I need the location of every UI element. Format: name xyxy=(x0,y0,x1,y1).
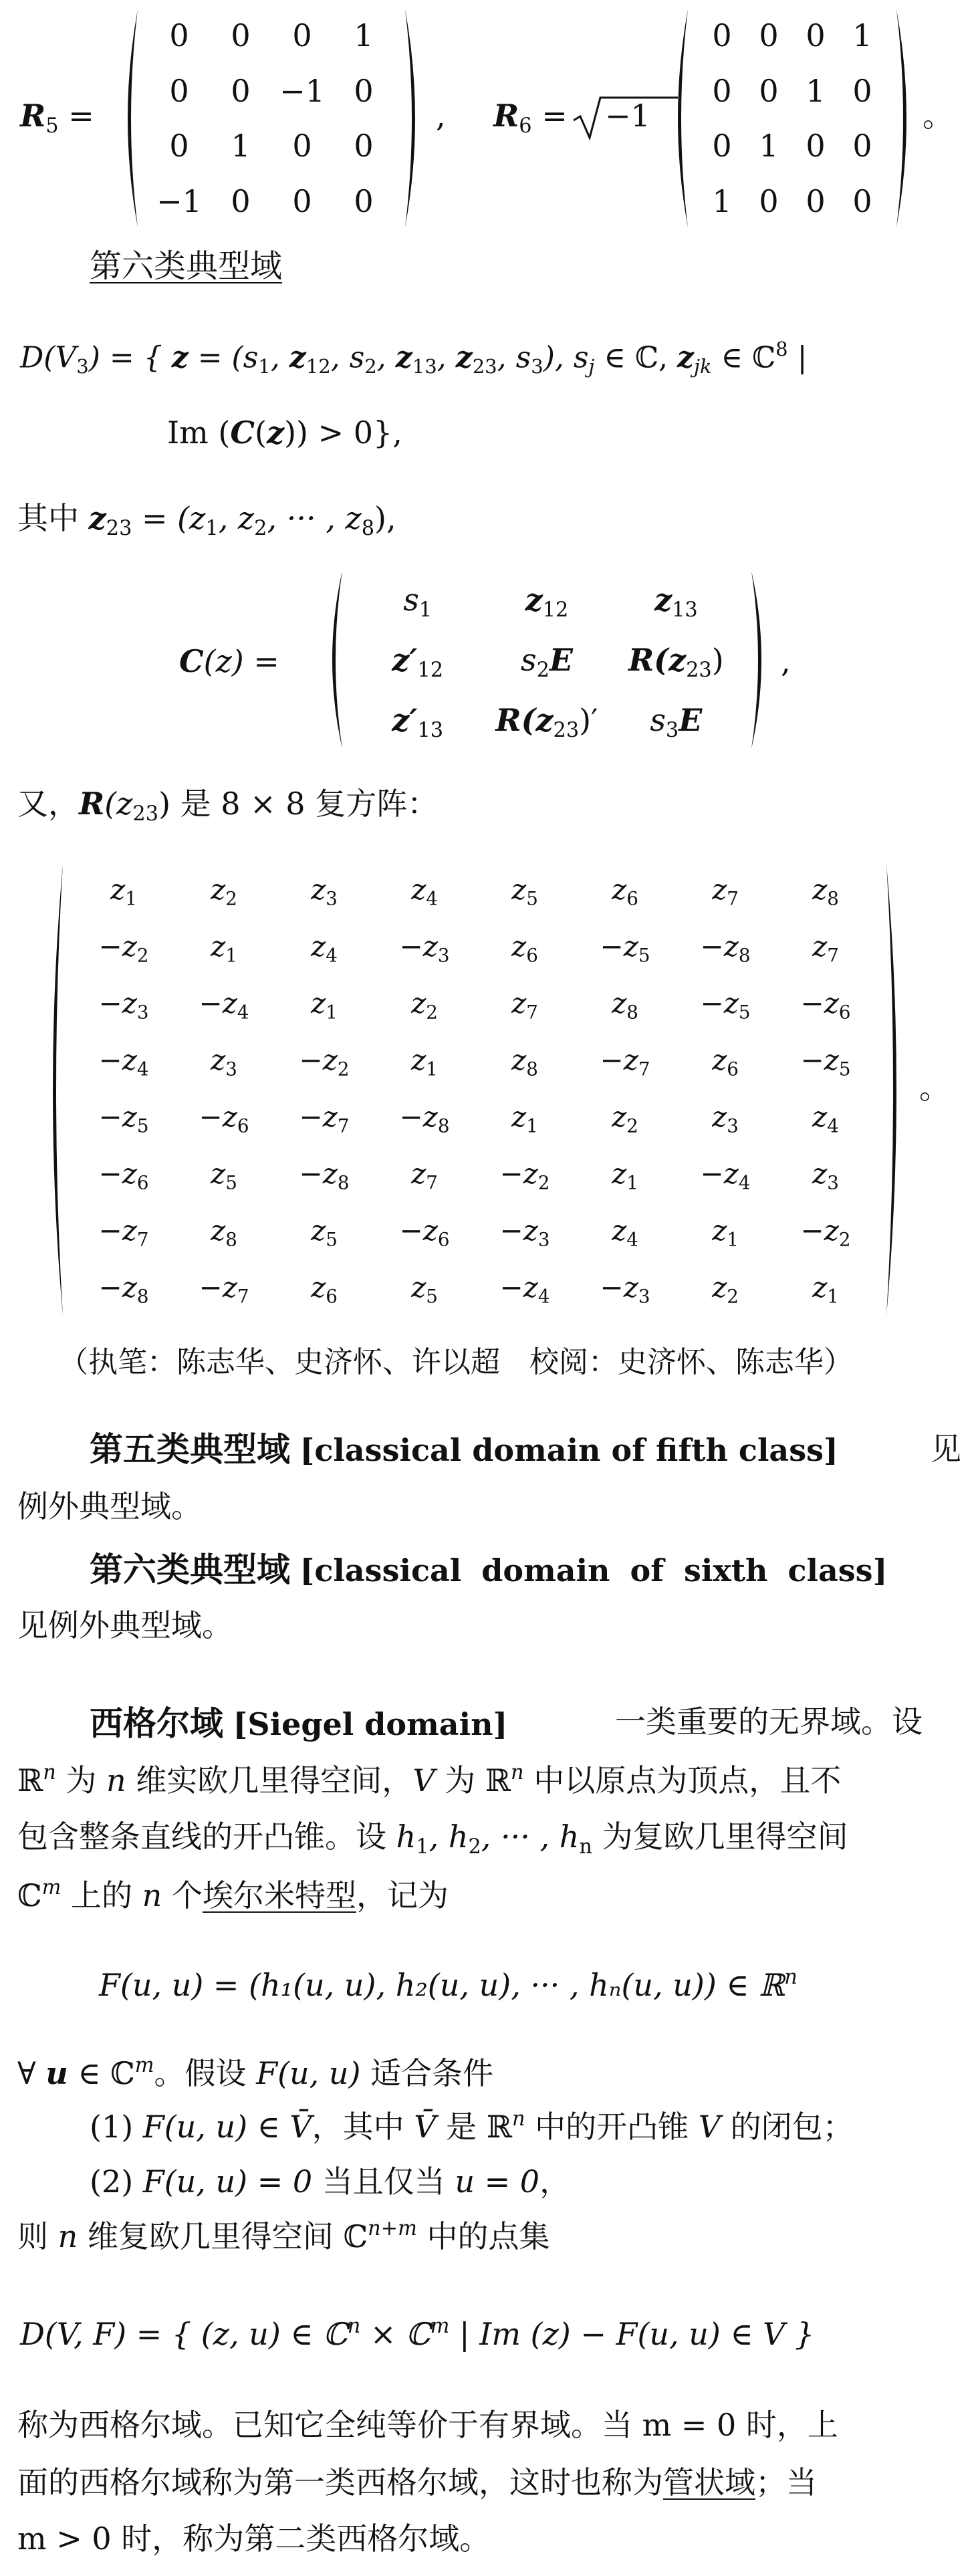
matrix-cell: $-z_7$ xyxy=(199,1270,249,1307)
cz-lhs: C(z) = xyxy=(179,643,279,679)
entry-sixth-line1 xyxy=(90,1550,887,1590)
matrix-cell: $z_2$ xyxy=(712,1270,739,1307)
siegel-english: [Siegel domain] xyxy=(233,1706,508,1742)
right-parenthesis xyxy=(747,570,774,750)
matrix-cell: $-z_3$ xyxy=(98,986,149,1023)
matrix-cell: $z_4$ xyxy=(411,872,438,909)
matrix-cell: $-z_6$ xyxy=(98,1157,149,1193)
r5-matrix xyxy=(115,8,428,229)
matrix-cell: $-z_2$ xyxy=(299,1043,350,1080)
matrix-cell: $z_2$ xyxy=(612,1100,638,1137)
matrix-cell: $-z_2$ xyxy=(98,929,149,966)
matrix-cell: $z_2$ xyxy=(211,872,237,909)
sixth-domain-heading: 第六类典型域 xyxy=(90,247,283,285)
matrix-cell: $z_1$ xyxy=(311,986,338,1023)
left-parenthesis xyxy=(115,8,142,229)
entry-fifth-english: [classical domain of fifth class] xyxy=(299,1432,838,1468)
matrix-cell: $z_6$ xyxy=(712,1043,739,1080)
matrix-cell: $z_8$ xyxy=(211,1213,237,1250)
matrix-cell: 0 xyxy=(292,183,312,219)
matrix-cell: 0 xyxy=(169,17,189,54)
r5-comma: , xyxy=(436,98,446,134)
right-parenthesis xyxy=(882,862,909,1317)
matrix-cell: 0 xyxy=(354,128,374,164)
where-line: 其中 $z_{23} = (z_1$, $z_2$, ··· , $z_8$), xyxy=(17,500,396,541)
matrix-cell: $-z_8$ xyxy=(399,1100,450,1137)
siegel-line5: ∀ u ∈ ℂ$^m$。假设 F(u, u) 适合条件 xyxy=(17,2054,494,2092)
matrix-cell: 1 xyxy=(231,128,251,164)
big-matrix-period: 。 xyxy=(919,1070,950,1106)
matrix-cell: $z_1$ xyxy=(812,1270,839,1307)
left-parenthesis xyxy=(665,8,692,229)
matrix-cell: $z_4$ xyxy=(812,1100,839,1137)
matrix-cell: 0 xyxy=(231,17,251,54)
siegel-D-formula: D(V, F) = { (z, u) ∈ ℂ$^n$ × ℂ$^m$ | Im (z) − F(u, u) ∈ V } xyxy=(20,2315,815,2353)
right-parenthesis xyxy=(401,8,428,229)
matrix-cell: $-z_7$ xyxy=(600,1043,650,1080)
matrix-cell: 1 xyxy=(852,17,872,54)
matrix-cell: 0 xyxy=(852,183,872,219)
matrix-cell: $-z_8$ xyxy=(98,1270,149,1307)
r6-matrix xyxy=(665,8,919,229)
matrix-cell: $z_8$ xyxy=(511,1043,538,1080)
matrix-cell: 1 xyxy=(806,72,826,109)
matrix-cell: 0 xyxy=(231,72,251,109)
matrix-cell: $z_7$ xyxy=(511,986,538,1023)
matrix-cell: $z_7$ xyxy=(712,872,739,909)
matrix-cell: $-z_4$ xyxy=(499,1270,550,1307)
matrix-cell: 0 xyxy=(169,72,189,109)
matrix-cell: 0 xyxy=(806,17,826,54)
right-parenthesis xyxy=(892,8,919,229)
matrix-cell: $-z_3$ xyxy=(600,1270,650,1307)
matrix-cell: 1 xyxy=(712,183,732,219)
siegel-condition1: (1) F(u, u) ∈ V̄，其中 V̄ 是 ℝ$^n$ 中的开凸锥 V 的闭包； xyxy=(90,2107,854,2145)
siegel-line4: ℂ$^m$ 上的 n 个埃尔米特型，记为 xyxy=(17,1876,449,1914)
siegel-line3: 包含整条直线的开凸锥。设 $h_1$, $h_2$, ··· , hn 为复欧几里得空间 xyxy=(17,1819,848,1859)
matrix-cell: $-z_4$ xyxy=(98,1043,149,1080)
siegel-line11: 面的西格尔域称为第一类西格尔域，这时也称为管状域；当 xyxy=(17,2464,817,2500)
hermitian-form-link[interactable]: 埃尔米特型 xyxy=(202,1877,356,1914)
matrix-cell: $-z_4$ xyxy=(199,986,249,1023)
matrix-cell: $z'_{13}$ xyxy=(392,702,444,743)
tube-domain-link[interactable]: 管状域 xyxy=(663,2464,755,2500)
matrix-cell: $z_5$ xyxy=(311,1213,338,1250)
siegel-F-formula: F(u, u) = (h₁(u, u), h₂(u, u), ··· , hₙ(u, u)) ∈ ℝ$^n$ xyxy=(99,1966,798,2004)
matrix-cell: 0 xyxy=(712,72,732,109)
entry-fifth-line1 xyxy=(90,1429,838,1470)
matrix-cell: $-z_7$ xyxy=(98,1213,149,1250)
entry-fifth-see: 见 xyxy=(931,1431,961,1467)
cz-trailing-comma: , xyxy=(781,643,791,679)
matrix-cell: 0 xyxy=(759,72,779,109)
sixth-domain-def-line1: $D(V_3)$ = { $z = (s_1$, $z_{12}$, $s_2$, $z_{13}$, $z_{23}$, $s_3$), sj ∈ ℂ, zjk ∈ ℂ$^8$ | xyxy=(20,338,808,378)
matrix-cell: $z_5$ xyxy=(211,1157,237,1193)
siegel-line1 xyxy=(90,1704,507,1744)
entry-fifth-title: 第五类典型域 xyxy=(90,1430,290,1469)
matrix-cell: $-z_6$ xyxy=(399,1213,450,1250)
matrix-cell: 0 xyxy=(169,128,189,164)
left-parenthesis xyxy=(320,570,346,750)
matrix-cell: $z_5$ xyxy=(411,1270,438,1307)
matrix-cell: $-z_8$ xyxy=(299,1157,350,1193)
cz-matrix xyxy=(320,570,774,750)
matrix-cell: $z_1$ xyxy=(110,872,137,909)
left-parenthesis xyxy=(40,862,67,1317)
matrix-cell: $z_3$ xyxy=(812,1157,839,1193)
matrix-cell: 1 xyxy=(759,128,779,164)
sqrt-argument: −1 xyxy=(605,98,650,134)
matrix-cell: $-z_5$ xyxy=(800,1043,851,1080)
matrix-cell: $s_2E$ xyxy=(520,642,573,683)
siegel-line8: 则 n 维复欧几里得空间 ℂ$^{n+m}$ 中的点集 xyxy=(17,2217,550,2255)
matrix-cell: $z_7$ xyxy=(812,929,839,966)
matrix-cell: $-z_2$ xyxy=(800,1213,851,1250)
matrix-cell: $z_{12}$ xyxy=(525,582,569,622)
matrix-cell: 0 xyxy=(806,183,826,219)
matrix-cell: $z_6$ xyxy=(511,929,538,966)
r5-r6-block xyxy=(0,0,974,241)
matrix-cell: 0 xyxy=(292,128,312,164)
matrix-cell: $-z_3$ xyxy=(499,1213,550,1250)
matrix-cell: $-z_5$ xyxy=(98,1100,149,1137)
matrix-cell: $-z_3$ xyxy=(399,929,450,966)
siegel-line12: m > 0 时，称为第二类西格尔域。 xyxy=(17,2521,491,2557)
matrix-cell: $-z_7$ xyxy=(299,1100,350,1137)
matrix-cell: $z_1$ xyxy=(411,1043,438,1080)
r5-label: $R_5$ = xyxy=(20,98,94,138)
matrix-cell: 0 xyxy=(759,183,779,219)
matrix-cell: 0 xyxy=(354,72,374,109)
r6-period: 。 xyxy=(923,98,953,134)
matrix-cell: $z_1$ xyxy=(211,929,237,966)
matrix-cell: 0 xyxy=(292,17,312,54)
matrix-cell: $z_6$ xyxy=(612,872,638,909)
siegel-title: 西格尔域 xyxy=(90,1704,223,1743)
matrix-cell: 1 xyxy=(354,17,374,54)
matrix-cell: 0 xyxy=(806,128,826,164)
matrix-cell: $z_4$ xyxy=(311,929,338,966)
matrix-cell: 0 xyxy=(712,17,732,54)
entry-fifth-line2: 例外典型域。 xyxy=(17,1488,202,1524)
sixth-domain-def-line2: Im (C(z)) > 0}, xyxy=(167,415,402,451)
matrix-cell: $-z_6$ xyxy=(199,1100,249,1137)
matrix-cell: $-z_4$ xyxy=(700,1157,751,1193)
matrix-cell: $-z_8$ xyxy=(700,929,751,966)
r6-label: $R_6$ = xyxy=(493,98,568,138)
matrix-cell: $z_8$ xyxy=(612,986,638,1023)
matrix-cell: 0 xyxy=(852,128,872,164)
matrix-cell: 0 xyxy=(852,72,872,109)
matrix-cell: $z_{13}$ xyxy=(654,582,698,622)
matrix-cell: 0 xyxy=(712,128,732,164)
siegel-line10: 称为西格尔域。已知它全纯等价于有界域。当 m = 0 时，上 xyxy=(17,2407,838,2443)
matrix-cell: $s_3E$ xyxy=(650,702,703,743)
matrix-cell: $z_4$ xyxy=(612,1213,638,1250)
siegel-line1-text: 一类重要的无界域。设 xyxy=(615,1704,923,1740)
matrix-cell: $s_1$ xyxy=(403,582,433,622)
matrix-cell: $z_2$ xyxy=(411,986,438,1023)
r-z23-matrix xyxy=(40,862,909,1317)
entry-sixth-line2: 见例外典型域。 xyxy=(17,1607,233,1643)
matrix-cell: $z_1$ xyxy=(612,1157,638,1193)
matrix-cell: $z_3$ xyxy=(211,1043,237,1080)
matrix-cell: $z_3$ xyxy=(311,872,338,909)
matrix-cell: $z_7$ xyxy=(411,1157,438,1193)
matrix-cell: −1 xyxy=(279,72,325,109)
author-credit: （执笔：陈志华、史济怀、许以超 校阅：史济怀、陈志华） xyxy=(59,1345,853,1379)
matrix-cell: $z_1$ xyxy=(511,1100,538,1137)
entry-sixth-title: 第六类典型域 xyxy=(90,1550,290,1589)
matrix-cell: $-z_6$ xyxy=(800,986,851,1023)
matrix-cell: 0 xyxy=(231,183,251,219)
matrix-cell: $z'_{12}$ xyxy=(392,642,444,683)
matrix-cell: $-z_5$ xyxy=(600,929,650,966)
matrix-cell: $-z_2$ xyxy=(499,1157,550,1193)
entry-sixth-english: [classical domain of sixth class] xyxy=(299,1552,888,1589)
matrix-cell: 0 xyxy=(759,17,779,54)
matrix-cell: $z_1$ xyxy=(712,1213,739,1250)
matrix-cell: $z_8$ xyxy=(812,872,839,909)
matrix-cell: $z_6$ xyxy=(311,1270,338,1307)
matrix-cell: −1 xyxy=(156,183,202,219)
matrix-cell: $z_5$ xyxy=(511,872,538,909)
matrix-cell: $-z_5$ xyxy=(700,986,751,1023)
siegel-line2: ℝ$^n$ 为 n 维实欧几里得空间，V 为 ℝ$^n$ 中以原点为顶点，且不 xyxy=(17,1761,842,1799)
also-line: 又，$R(z_{23})$ 是 8 × 8 复方阵： xyxy=(17,786,439,826)
matrix-cell: 0 xyxy=(354,183,374,219)
matrix-cell: $R(z_{23})$ xyxy=(628,642,724,683)
matrix-cell: $R(z_{23})'$ xyxy=(495,702,598,743)
matrix-cell: $z_3$ xyxy=(712,1100,739,1137)
siegel-condition2: (2) F(u, u) = 0 当且仅当 u = 0， xyxy=(90,2163,571,2200)
